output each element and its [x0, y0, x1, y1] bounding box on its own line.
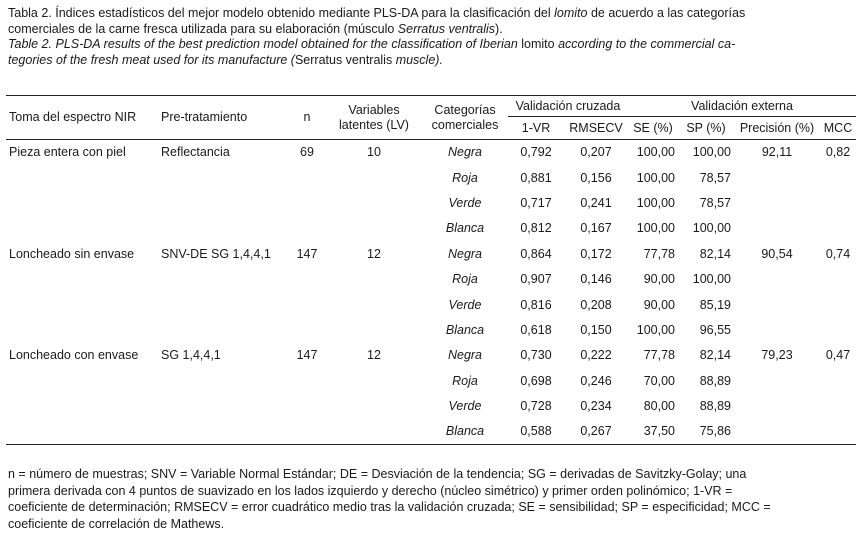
- cell-rmsecv: 0,172: [580, 246, 612, 261]
- cell-pretratamiento: [158, 419, 288, 444]
- cell-sp: 75,86: [699, 424, 731, 439]
- cell-n: 147: [296, 348, 318, 363]
- caption-upright: lomito: [521, 37, 555, 51]
- cell-mcc: 0,74: [825, 246, 851, 261]
- header-validacion-externa: Validación externa: [628, 96, 856, 117]
- cell-pretratamiento: Reflectancia: [161, 145, 230, 160]
- caption-en-line-1: [8, 37, 856, 53]
- cell-n: [288, 266, 326, 291]
- header-pretratamiento: Pre-tratamiento: [161, 110, 248, 124]
- caption-text: comerciales de la carne fresca utilizada para su elaboración (músculo: [8, 21, 398, 36]
- header-categorias-line1: Categorías: [434, 102, 496, 117]
- cell-se: 100,00: [636, 221, 675, 236]
- cell-sp: 100,00: [692, 221, 731, 236]
- cell-n: [288, 190, 326, 215]
- cell-sp: 88,89: [699, 373, 731, 388]
- table-body: [6, 140, 856, 445]
- table-row: [6, 292, 856, 317]
- cell-pretratamiento: [158, 292, 288, 317]
- cell-categoria: Verde: [448, 399, 482, 414]
- cell-rmsecv: 0,167: [580, 221, 612, 236]
- table-row: [6, 343, 856, 368]
- cell-se: 100,00: [636, 145, 675, 160]
- table-row: [6, 140, 856, 165]
- cell-pretratamiento: [158, 266, 288, 291]
- cell-se: 100,00: [636, 195, 675, 210]
- cell-se: 70,00: [643, 373, 675, 388]
- cell-1-vr: 0,730: [520, 348, 552, 363]
- table-row: [6, 241, 856, 266]
- cell-1-vr: 0,618: [520, 322, 552, 337]
- cell-lv: [326, 393, 422, 418]
- cell-categoria: Blanca: [445, 221, 485, 236]
- cell-pretratamiento: [158, 190, 288, 215]
- cell-precision: [734, 368, 820, 393]
- cell-sp: 78,57: [699, 195, 731, 210]
- cell-se: 37,50: [643, 424, 675, 439]
- cell-se: 80,00: [643, 399, 675, 414]
- cell-toma: [6, 393, 158, 418]
- cell-rmsecv: 0,246: [580, 373, 612, 388]
- table-caption: [8, 6, 856, 68]
- cell-lv: [326, 292, 422, 317]
- cell-toma: [6, 419, 158, 444]
- caption-italic: Serratus ventralis: [397, 21, 496, 36]
- cell-mcc: [820, 419, 856, 444]
- cell-n: 69: [300, 145, 314, 160]
- cell-se: 90,00: [643, 272, 675, 287]
- caption-text: tegories of the fresh meat used for its manufacture (: [8, 52, 295, 67]
- cell-categoria: Negra: [447, 348, 483, 363]
- table-footnote: [8, 466, 856, 532]
- table-row: [6, 190, 856, 215]
- cell-precision: [734, 216, 820, 241]
- cell-mcc: 0,47: [825, 348, 851, 363]
- cell-pretratamiento: [158, 216, 288, 241]
- cell-toma: [6, 266, 158, 291]
- cell-precision: 90,54: [761, 246, 793, 261]
- caption-es-line-1: [8, 6, 856, 22]
- header-sp: SP (%): [686, 120, 726, 135]
- cell-sp: 82,14: [699, 348, 731, 363]
- caption-text: de acuerdo a las categorías: [587, 6, 746, 20]
- header-se: SE (%): [633, 120, 673, 135]
- cell-categoria: Blanca: [445, 424, 485, 439]
- cell-precision: [734, 292, 820, 317]
- header-variables-line2: latentes (LV): [339, 117, 409, 132]
- cell-1-vr: 0,717: [520, 195, 552, 210]
- caption-text: muscle).: [392, 52, 443, 67]
- caption-text: Tabla 2. Índices estadísticos del mejor modelo obtenido mediante PLS-DA para la clasificación del: [8, 6, 555, 20]
- header-rmsecv: RMSECV: [569, 120, 623, 135]
- cell-toma: [6, 216, 158, 241]
- cell-1-vr: 0,728: [520, 399, 552, 414]
- cell-n: [288, 165, 326, 190]
- cell-lv: [326, 165, 422, 190]
- header-n: n: [303, 110, 311, 124]
- results-table: [6, 95, 856, 445]
- table-row: [6, 266, 856, 291]
- cell-1-vr: 0,812: [520, 221, 552, 236]
- cell-n: [288, 393, 326, 418]
- cell-toma: [6, 368, 158, 393]
- cell-pretratamiento: [158, 317, 288, 342]
- cell-precision: [734, 317, 820, 342]
- header-validacion-cruzada: Validación cruzada: [508, 96, 628, 117]
- cell-n: [288, 317, 326, 342]
- cell-precision: [734, 190, 820, 215]
- cell-mcc: [820, 190, 856, 215]
- cell-precision: [734, 266, 820, 291]
- cell-mcc: [820, 266, 856, 291]
- caption-text: ).: [495, 21, 503, 36]
- cell-1-vr: 0,816: [520, 297, 552, 312]
- cell-precision: 79,23: [761, 348, 793, 363]
- cell-mcc: [820, 317, 856, 342]
- footnote-line-2: primera derivada con 4 puntos de suavizado en los lados izquierdo y derecho (núcleo simétrico) y primer orden polinómico; 1-VR =: [8, 483, 733, 498]
- caption-italic: lomito: [554, 6, 588, 20]
- header-1-vr: 1-VR: [521, 120, 551, 135]
- cell-categoria: Roja: [452, 272, 478, 287]
- cell-lv: [326, 368, 422, 393]
- cell-sp: 100,00: [692, 145, 731, 160]
- cell-precision: 92,11: [761, 145, 793, 160]
- cell-toma: [6, 292, 158, 317]
- cell-pretratamiento: SG 1,4,4,1: [161, 348, 221, 363]
- cell-toma: [6, 317, 158, 342]
- table-row: [6, 165, 856, 190]
- cell-lv: [326, 216, 422, 241]
- cell-se: 90,00: [643, 297, 675, 312]
- cell-pretratamiento: [158, 368, 288, 393]
- cell-n: [288, 216, 326, 241]
- footnote-line-3: coeficiente de determinación; RMSECV = error cuadrático medio tras la validación cruzada; SE = sensibilidad; SP = especificidad; MCC =: [8, 500, 771, 514]
- cell-sp: 78,57: [699, 170, 731, 185]
- cell-lv: [326, 190, 422, 215]
- cell-1-vr: 0,864: [520, 246, 552, 261]
- caption-en-line-2: [8, 53, 856, 69]
- cell-1-vr: 0,907: [520, 272, 552, 287]
- header-variables-line1: Variables: [348, 102, 400, 117]
- cell-categoria: Blanca: [445, 322, 485, 337]
- header-mcc: MCC: [823, 120, 853, 135]
- header-precision: Precisión (%): [739, 120, 815, 135]
- header-toma: Toma del espectro NIR: [9, 110, 137, 124]
- cell-lv: 12: [367, 246, 381, 261]
- caption-es-line-2: [8, 22, 856, 38]
- cell-mcc: [820, 216, 856, 241]
- cell-mcc: [820, 393, 856, 418]
- caption-text: according to the commercial ca-: [554, 37, 736, 51]
- cell-categoria: Verde: [448, 297, 482, 312]
- cell-toma: [6, 165, 158, 190]
- cell-sp: 85,19: [699, 297, 731, 312]
- cell-rmsecv: 0,156: [580, 170, 612, 185]
- footnote-line-1: n = número de muestras; SNV = Variable Normal Estándar; DE = Desviación de la tendencia; SG = derivadas de Savitzky-Golay; una: [8, 467, 747, 481]
- cell-categoria: Roja: [452, 373, 478, 388]
- cell-toma: Loncheado con envase: [9, 348, 139, 363]
- cell-rmsecv: 0,241: [580, 195, 612, 210]
- cell-n: [288, 368, 326, 393]
- cell-sp: 88,89: [699, 399, 731, 414]
- header-categorias-line2: comerciales: [431, 117, 499, 132]
- cell-pretratamiento: [158, 393, 288, 418]
- cell-pretratamiento: SNV-DE SG 1,4,4,1: [161, 246, 271, 261]
- header-variables: [326, 96, 422, 140]
- cell-lv: [326, 317, 422, 342]
- cell-sp: 100,00: [692, 272, 731, 287]
- cell-se: 77,78: [643, 348, 675, 363]
- table-row: [6, 317, 856, 342]
- table-row: [6, 419, 856, 444]
- cell-mcc: [820, 292, 856, 317]
- table-row: [6, 216, 856, 241]
- cell-rmsecv: 0,267: [580, 424, 612, 439]
- cell-sp: 96,55: [699, 322, 731, 337]
- cell-mcc: [820, 368, 856, 393]
- footnote-line-4: coeficiente de correlación de Mathews.: [8, 516, 225, 531]
- cell-n: [288, 292, 326, 317]
- cell-se: 77,78: [643, 246, 675, 261]
- cell-categoria: Verde: [448, 195, 482, 210]
- cell-1-vr: 0,792: [520, 145, 552, 160]
- cell-precision: [734, 419, 820, 444]
- cell-n: 147: [296, 246, 318, 261]
- cell-rmsecv: 0,208: [580, 297, 612, 312]
- cell-toma: Pieza entera con piel: [9, 145, 126, 160]
- cell-rmsecv: 0,207: [580, 145, 612, 160]
- cell-toma: Loncheado sin envase: [9, 246, 135, 261]
- table-row: [6, 368, 856, 393]
- cell-toma: [6, 190, 158, 215]
- cell-mcc: [820, 165, 856, 190]
- caption-upright: Serratus ventralis: [294, 52, 393, 67]
- caption-text: Table 2. PLS-DA results of the best prediction model obtained for the classification of Iberian: [8, 37, 522, 51]
- table-row: [6, 393, 856, 418]
- cell-lv: [326, 266, 422, 291]
- cell-pretratamiento: [158, 165, 288, 190]
- cell-sp: 82,14: [699, 246, 731, 261]
- cell-1-vr: 0,881: [520, 170, 552, 185]
- cell-1-vr: 0,698: [520, 373, 552, 388]
- cell-lv: 12: [367, 348, 381, 363]
- cell-1-vr: 0,588: [520, 424, 552, 439]
- cell-precision: [734, 393, 820, 418]
- cell-rmsecv: 0,146: [580, 272, 612, 287]
- cell-precision: [734, 165, 820, 190]
- cell-lv: [326, 419, 422, 444]
- cell-categoria: Roja: [452, 170, 478, 185]
- cell-se: 100,00: [636, 170, 675, 185]
- cell-categoria: Negra: [447, 145, 483, 160]
- header-categorias: [422, 96, 508, 140]
- cell-mcc: 0,82: [825, 145, 851, 160]
- cell-lv: 10: [367, 145, 381, 160]
- cell-categoria: Negra: [447, 246, 483, 261]
- cell-n: [288, 419, 326, 444]
- cell-se: 100,00: [636, 322, 675, 337]
- cell-rmsecv: 0,222: [580, 348, 612, 363]
- cell-rmsecv: 0,150: [580, 322, 612, 337]
- cell-rmsecv: 0,234: [580, 399, 612, 414]
